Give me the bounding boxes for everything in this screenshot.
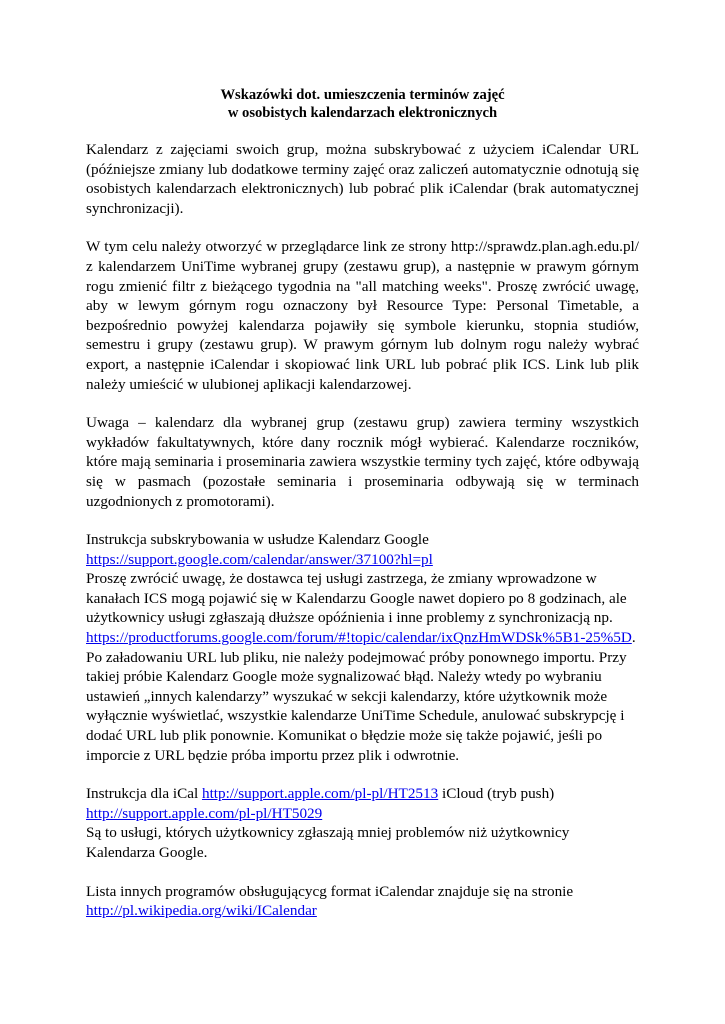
- wikipedia-icalendar-link[interactable]: http://pl.wikipedia.org/wiki/ICalendar: [86, 902, 317, 920]
- ical-suffix: iCloud (tryb push): [438, 785, 555, 803]
- google-help-link[interactable]: https://support.google.com/calendar/answer/37100?hl=pl: [86, 550, 433, 568]
- ical-text: Są to usługi, których użytkownicy zgłaszają mniej problemów niż użytkownicy Kalendarza Google.: [86, 824, 570, 861]
- ical-section: [86, 784, 639, 862]
- ical-link-ht2513[interactable]: http://support.apple.com/pl-pl/HT2513: [201, 785, 439, 803]
- title-line-2: w osobistych kalendarzach elektronicznych: [227, 105, 498, 121]
- document-title: [86, 86, 639, 122]
- google-notes-text-b: . Po załadowaniu URL lub pliku, nie należy podejmować próby ponownego importu. Przy takiej próbie Kalendarz Google może sygnalizować błąd. Należy wtedy po wybraniu ustawień „innych kalendarzy” wyszukać w sekcji kalendarzy, które użytkownik może wyłącznie wyświetlać, wszystkie kalendarze UniTime Schedule, anulować subskrypcję i dodać URL lub plik ponownie. Komunikat o błędzie może się także pojawić, jeśli po imporcie z URL będzie próba importu przez plik i odwrotnie.: [86, 629, 636, 764]
- paragraph-intro: Kalendarz z zajęciami swoich grup, można subskrybować z użyciem iCalendar URL (późniejsze zmiany lub dodatkowe terminy zajęć oraz zaliczeń automatycznie odnotują się osobistych kalendarzach elektronicznych) lub pobrać plik iCalendar (brak automatycznej synchronizacji).: [86, 141, 639, 217]
- paragraph-instructions: W tym celu należy otworzyć w przeglądarce link ze strony http://sprawdz.plan.agh.edu.pl/ z kalendarzem UniTime wybranej grupy (zestawu grup), a następnie w prawym górnym rogu zmienić filtr z bieżącego tygodnia na "all matching weeks". Proszę zwrócić uwagę, aby w lewym górnym rogu oznaczony był Resource Type: Personal Timetable, a bezpośrednio powyżej kalendarza pojawiły się symbole kierunku, stopnia studiów, semestru i grupy (zestawu grup). W prawym górnym lub dolnym rogu należy wybrać export, a następnie iCalendar i skopiować link URL lub pobrać plik ICS. Link lub plik należy umieścić w ulubionej aplikacji kalendarzowej.: [86, 238, 639, 393]
- document-page: [86, 86, 639, 921]
- google-notes-text-a: Proszę zwrócić uwagę, że dostawca tej usługi zastrzega, że zmiany wprowadzone w kanałach ICS mogą pojawić się w Kalendarzu Google nawet dopiero po 8 godzinach, ale użytkownicy usługi zgłaszają dłuższe opóźnienia i inne problemy z synchronizacją np.: [86, 570, 627, 627]
- paragraph-warning: Uwaga – kalendarz dla wybranej grup (zestawu grup) zawiera terminy wszystkich wykładów fakultatywnych, które dany rocznik mógł wybierać. Kalendarze roczników, które mają seminaria i proseminaria zawiera wszystkie terminy tych zajęć, które odbywają się w pasmach (pozostałe seminaria i proseminaria odbywają się w terminach uzgodnionych z promotorami).: [86, 414, 639, 510]
- google-notes: [86, 569, 639, 765]
- google-heading: Instrukcja subskrybowania w usłudze Kalendarz Google: [86, 531, 429, 549]
- others-section: [86, 882, 639, 921]
- ical-line-1: [86, 784, 639, 804]
- title-line-1: Wskazówki dot. umieszczenia terminów zajęć: [220, 87, 505, 103]
- google-forum-link[interactable]: https://productforums.google.com/forum/#!topic/calendar/ixQnzHmWDSk%5B1-25%5D: [86, 629, 632, 647]
- google-section: [86, 530, 639, 765]
- ical-prefix: Instrukcja dla iCal: [86, 785, 202, 803]
- others-text: Lista innych programów obsługującycg format iCalendar znajduje się na stronie: [86, 882, 574, 900]
- ical-link-ht5029[interactable]: http://support.apple.com/pl-pl/HT5029: [86, 804, 323, 822]
